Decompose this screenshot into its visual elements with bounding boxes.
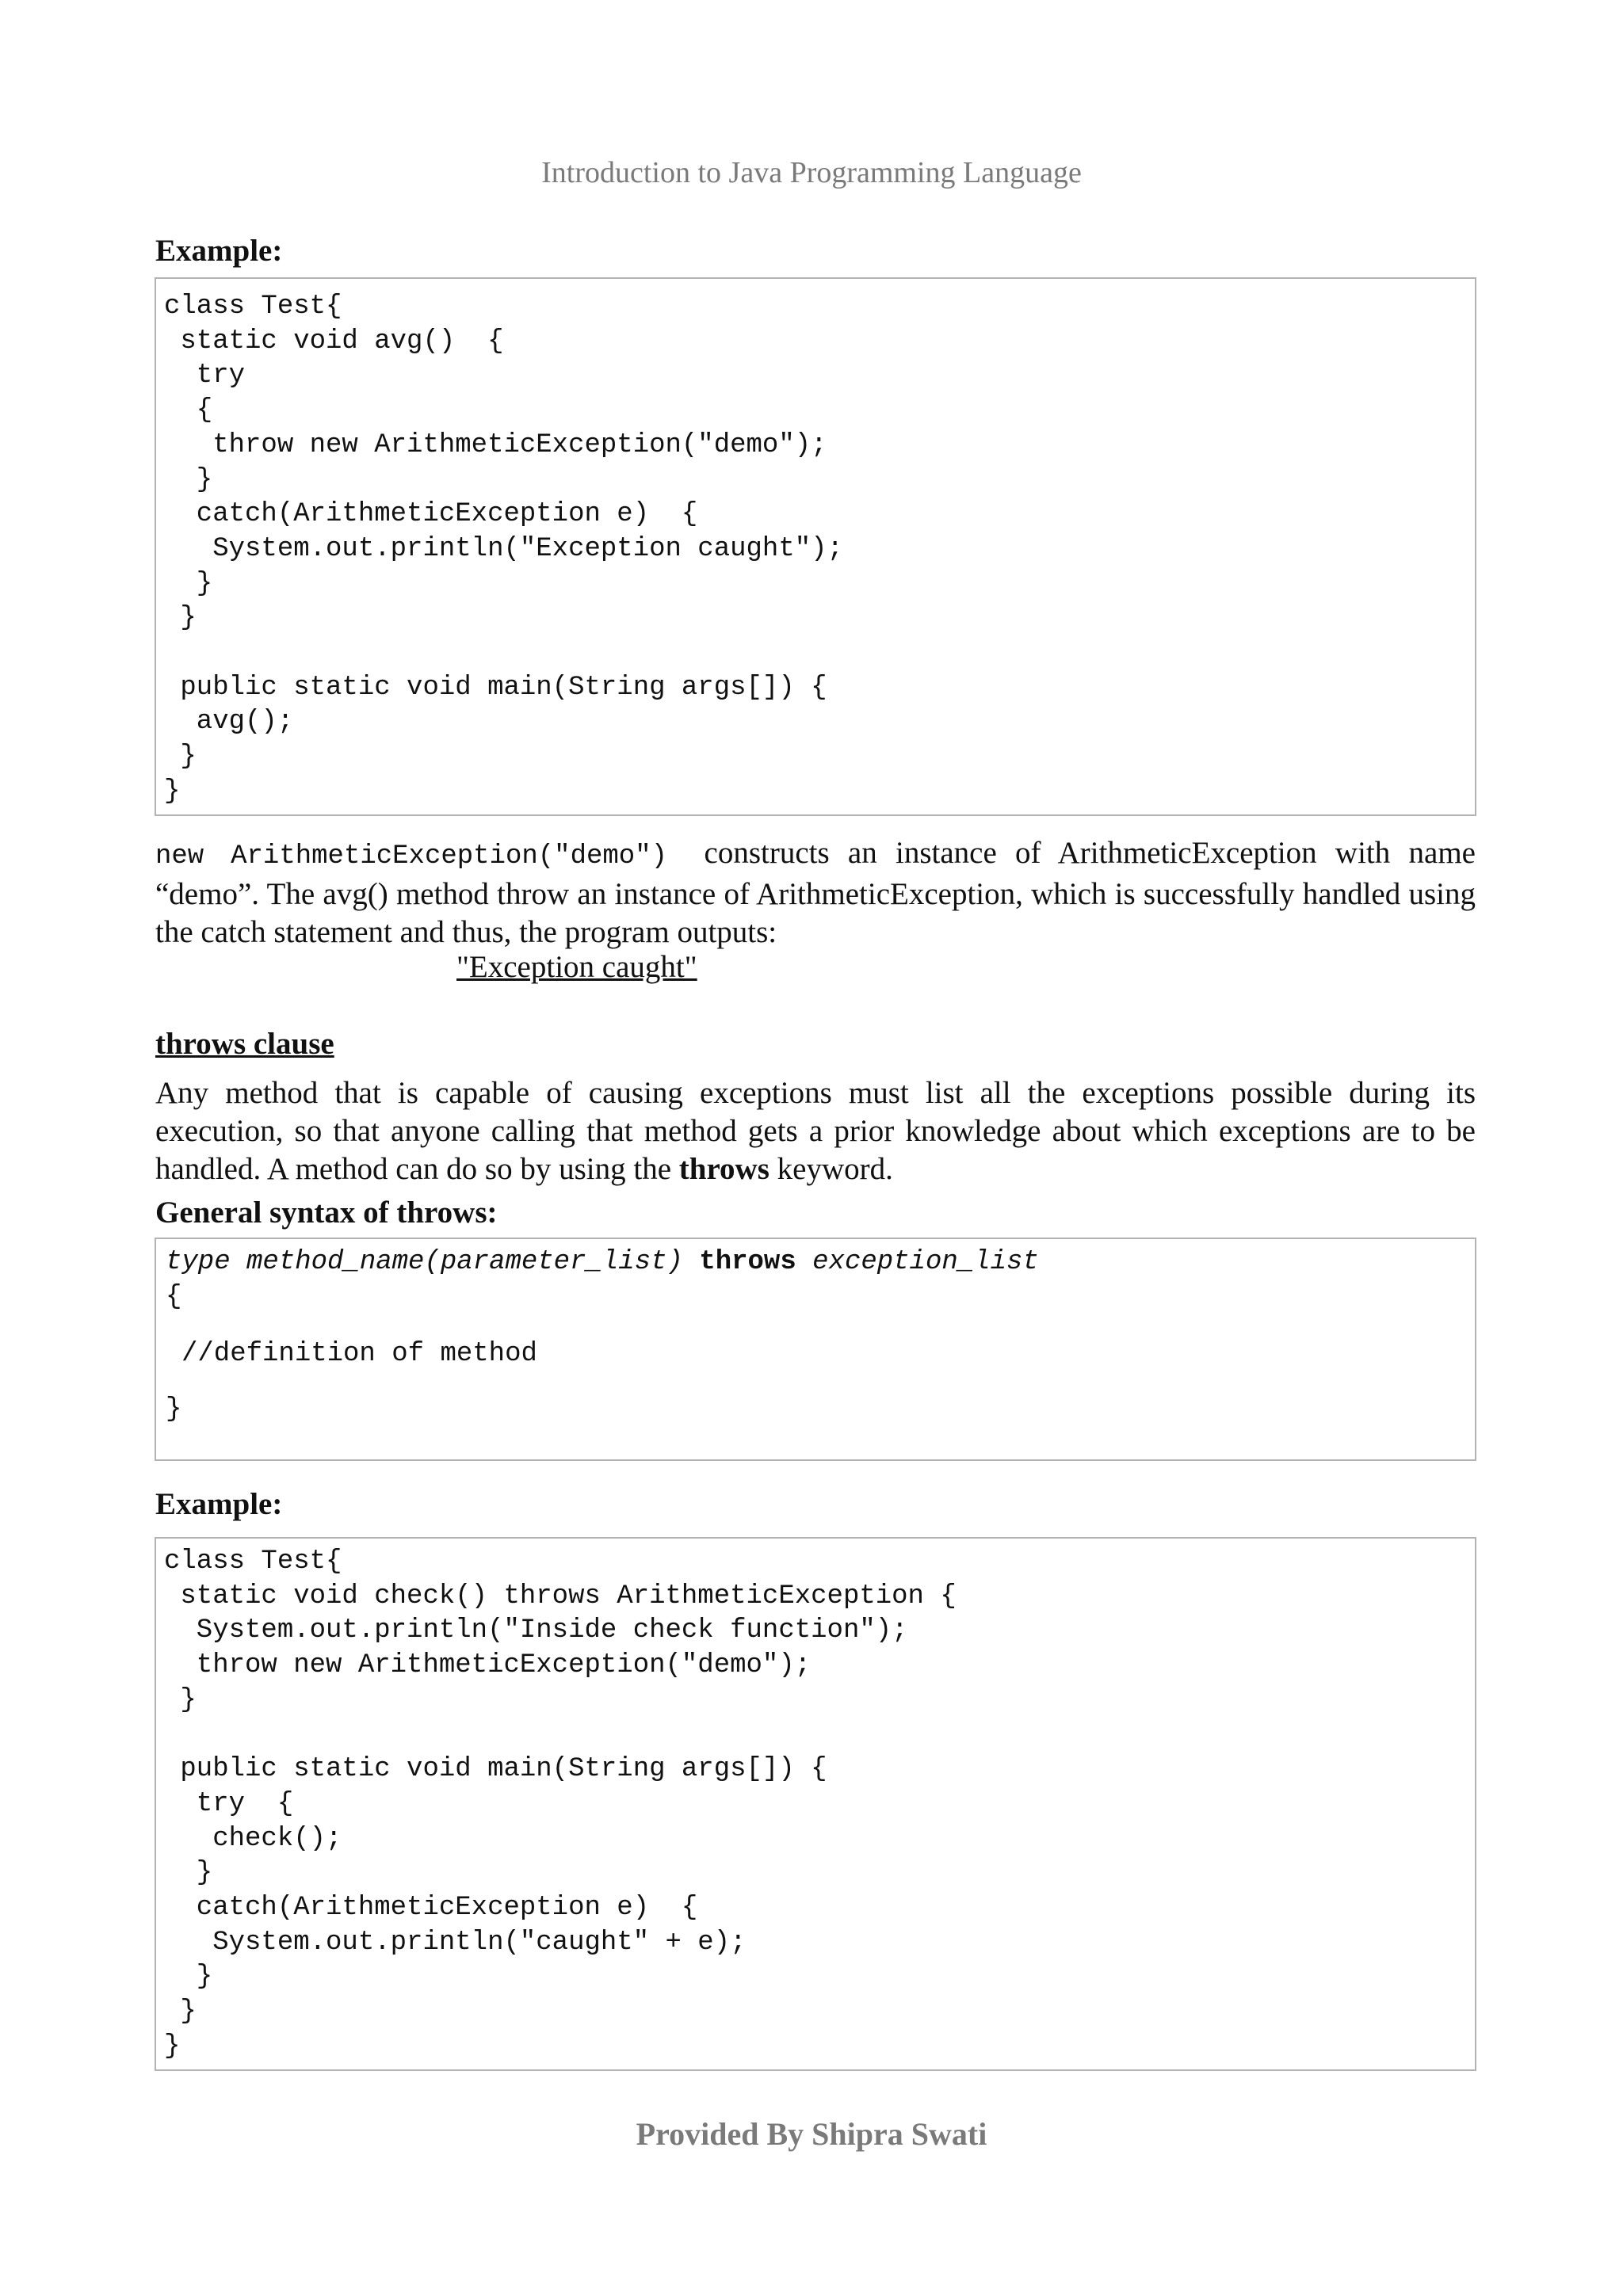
syntax-heading: General syntax of throws: [155, 1196, 498, 1230]
syntax-exception-list: exception_list [812, 1247, 1039, 1277]
syntax-signature: type method_name(parameter_list) [166, 1247, 683, 1277]
explanation-paragraph [155, 834, 1476, 952]
throws-text-before: Any method that is capable of causing exceptions must list all the exceptions possible during its execution, so that anyone calling that method gets a prior knowledge about which exceptions are to be handled. A method can do so by using the [155, 1076, 1476, 1186]
syntax-box [155, 1238, 1476, 1461]
explanation-text: constructs an instance of ArithmeticException with name “demo”. The avg() method throw an instance of ArithmeticException, which is successfully handled using the catch statement and thus, the program outputs: [155, 836, 1476, 949]
syntax-comment: //definition of method [181, 1339, 537, 1369]
code-text-2: class Test{ static void check() throws ArithmeticException { System.out.println("Inside check function"); throw new ArithmeticException("demo"); } public static void main(String args[]) { try { check(); } catch(ArithmeticException e) { System.out.println("caught" + e); } } } [164, 1547, 957, 2061]
syntax-throws-keyword: throws [699, 1247, 796, 1277]
code-block-2 [155, 1537, 1476, 2071]
program-output: "Exception caught" [456, 950, 697, 984]
throws-clause-heading: throws clause [155, 1027, 334, 1061]
page-header: Introduction to Java Programming Language [541, 156, 1082, 189]
syntax-signature-line [166, 1247, 1039, 1277]
syntax-close-brace: } [166, 1394, 182, 1425]
page-footer: Provided By Shipra Swati [636, 2116, 987, 2152]
code-text-1: class Test{ static void avg() { try { throw new ArithmeticException("demo"); } catch(ArithmeticException e) { System.out.println("Exception caught"); } } public static void main(String args[]) { avg(); } } [164, 292, 843, 807]
inline-code-fragment: new ArithmeticException("demo") [155, 841, 668, 871]
throws-keyword: throws [678, 1152, 769, 1186]
throws-paragraph [155, 1074, 1476, 1188]
example-heading-1: Example: [155, 234, 283, 268]
throws-text-after: keyword. [777, 1152, 893, 1186]
syntax-open-brace: { [166, 1282, 182, 1312]
example-heading-2: Example: [155, 1487, 283, 1521]
code-block-1 [155, 277, 1476, 816]
